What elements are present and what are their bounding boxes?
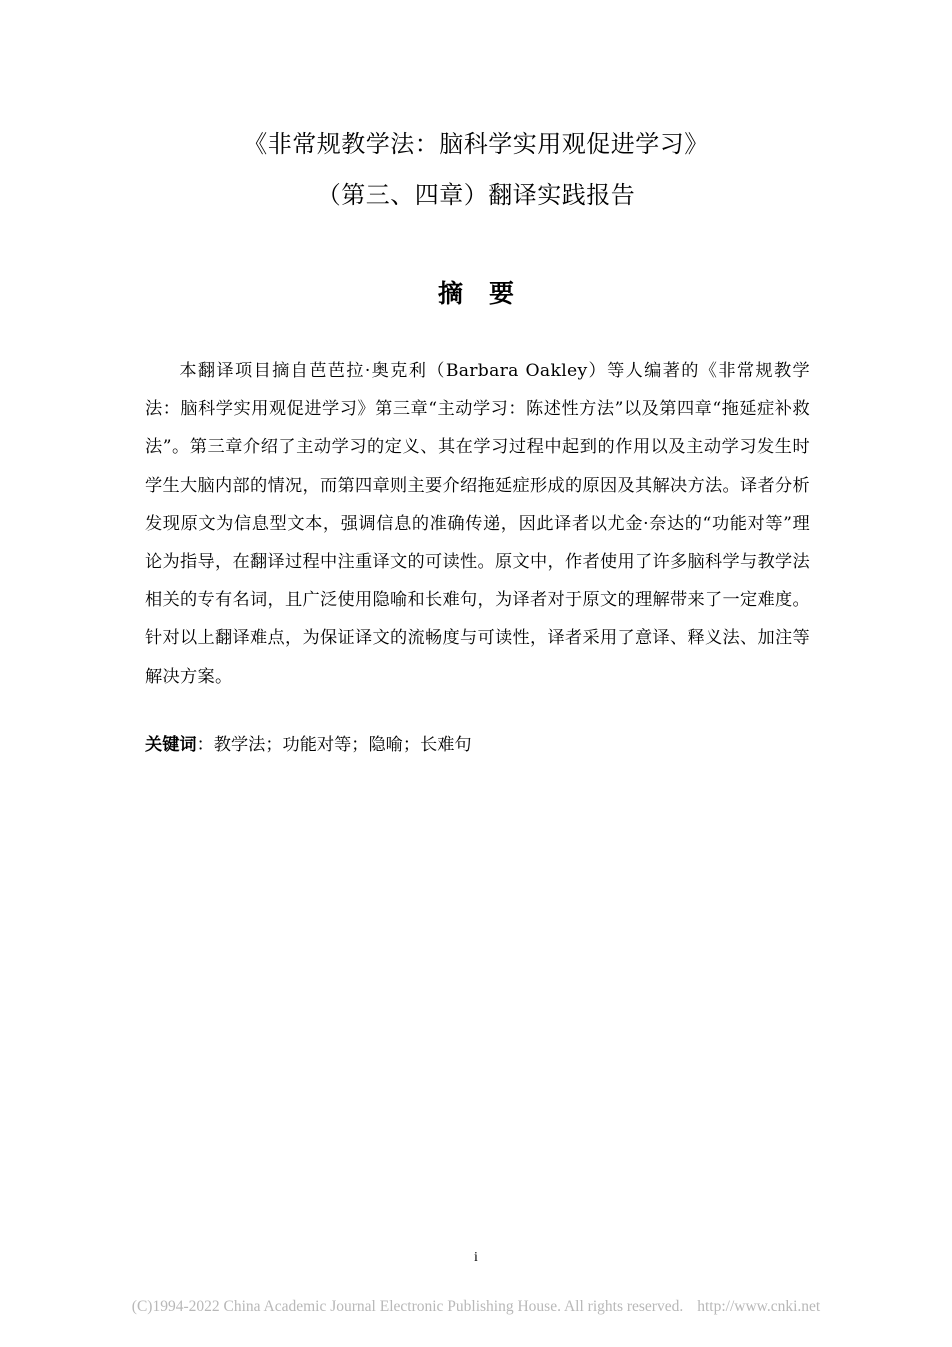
abstract-heading: 摘要 (437, 279, 540, 308)
keywords (145, 728, 810, 762)
copyright-footer (0, 1298, 952, 1316)
abstract-body: 本翻译项目摘自芭芭拉·奥克利（Barbara Oakley）等人编著的《非常规教学法：脑科学实用观促进学习》第三章“主动学习：陈述性方法”以及第四章“拖延症补救法”。第三章介绍了主动学习的定义、其在学习过程中起到的作用以及主动学习发生时学生大脑内部的情况，而第四章则主要介绍拖延症形成的原因及其解决方法。译者分析发现原文为信息型文本，强调信息的准确传递，因此译者以尤金·奈达的“功能对等”理论为指导，在翻译过程中注重译文的可读性。原文中，作者使用了许多脑科学与教学法相关的专有名词，且广泛使用隐喻和长难句，为译者对于原文的理解带来了一定难度。针对以上翻译难点，为保证译文的流畅度与可读性，译者采用了意译、释义法、加注等解决方案。 (145, 361, 810, 687)
keywords-label: 关键词 (145, 735, 197, 755)
title-line-2: （第三、四章）翻译实践报告 (316, 181, 636, 209)
footer-copyright: (C)1994-2022 China Academic Journal Electronic Publishing House. All rights reserved. (131, 1298, 684, 1315)
footer-url: http://www.cnki.net (697, 1298, 821, 1315)
keywords-text: 教学法；功能对等；隐喻；长难句 (213, 735, 472, 755)
page-number: i (474, 1250, 478, 1265)
title-line-1: 《非常规教学法：脑科学实用观促进学习》 (243, 130, 709, 158)
keywords-separator: ： (196, 735, 214, 755)
